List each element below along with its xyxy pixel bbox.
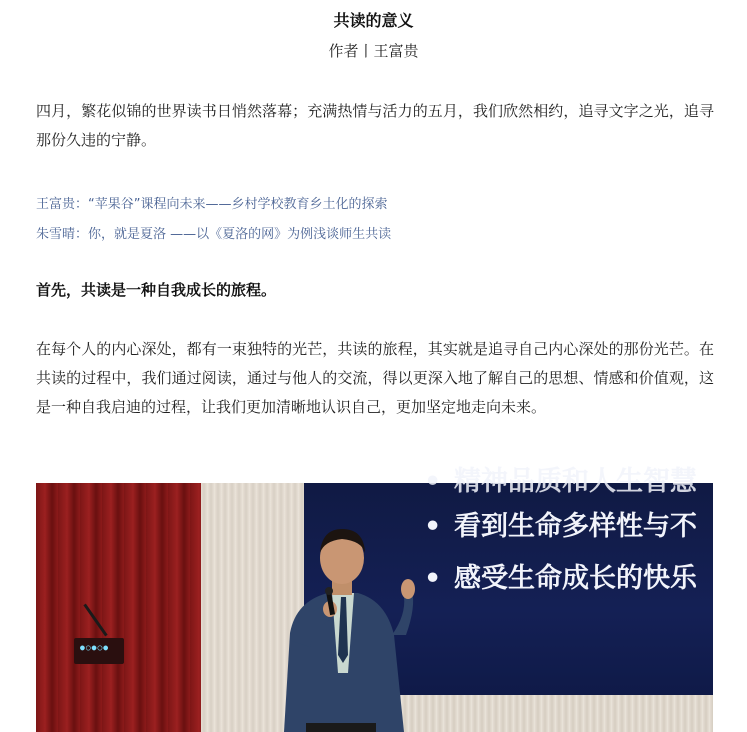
article-photo <box>36 466 713 732</box>
screen-line-3-text: 感受生命成长的快乐 <box>454 563 697 594</box>
article-title: 共读的意义 <box>333 11 414 30</box>
screen-line-2-text: 看到生命多样性与不 <box>454 511 697 542</box>
bullet-glyph: • <box>424 563 442 594</box>
speaker-figure <box>266 523 416 732</box>
device-lights: ●○●○● <box>80 643 110 652</box>
screen-line-1-text: 精神品质和人生智慧 <box>454 466 697 497</box>
bullet-glyph: • <box>424 466 442 497</box>
section-heading: 首先，共读是一种自我成长的旅程。 <box>36 281 277 299</box>
red-curtain <box>36 483 201 732</box>
related-link-pingguogu[interactable]: 王富贵：“苹果谷”课程向未来——乡村学校教育乡土化的探索 <box>36 197 388 212</box>
related-links <box>36 190 714 250</box>
screen-line-3 <box>424 562 697 596</box>
bullet-glyph: • <box>424 511 442 542</box>
screen-line-1 <box>424 465 697 499</box>
article-byline: 作者丨王富贵 <box>328 42 419 60</box>
body-paragraph: 在每个人的内心深处，都有一束独特的光芒，共读的旅程，其实就是追寻自己内心深处的那份光芒。在共读的过程中，我们通过阅读，通过与他人的交流，得以更深入地了解自己的思想、情感和价值观，这是一种自我启迪的过程，让我们更加清晰地认识自己，更加坚定地走向未来。 <box>36 340 714 416</box>
screen-line-2 <box>424 510 697 544</box>
related-link-charlotte[interactable]: 朱雪晴：你，就是夏洛 ——以《夏洛的网》为例浅谈师生共读 <box>36 227 392 242</box>
intro-paragraph: 四月，繁花似锦的世界读书日悄然落幕；充满热情与活力的五月，我们欣然相约，追寻文字之光，追寻那份久违的宁静。 <box>36 102 714 149</box>
